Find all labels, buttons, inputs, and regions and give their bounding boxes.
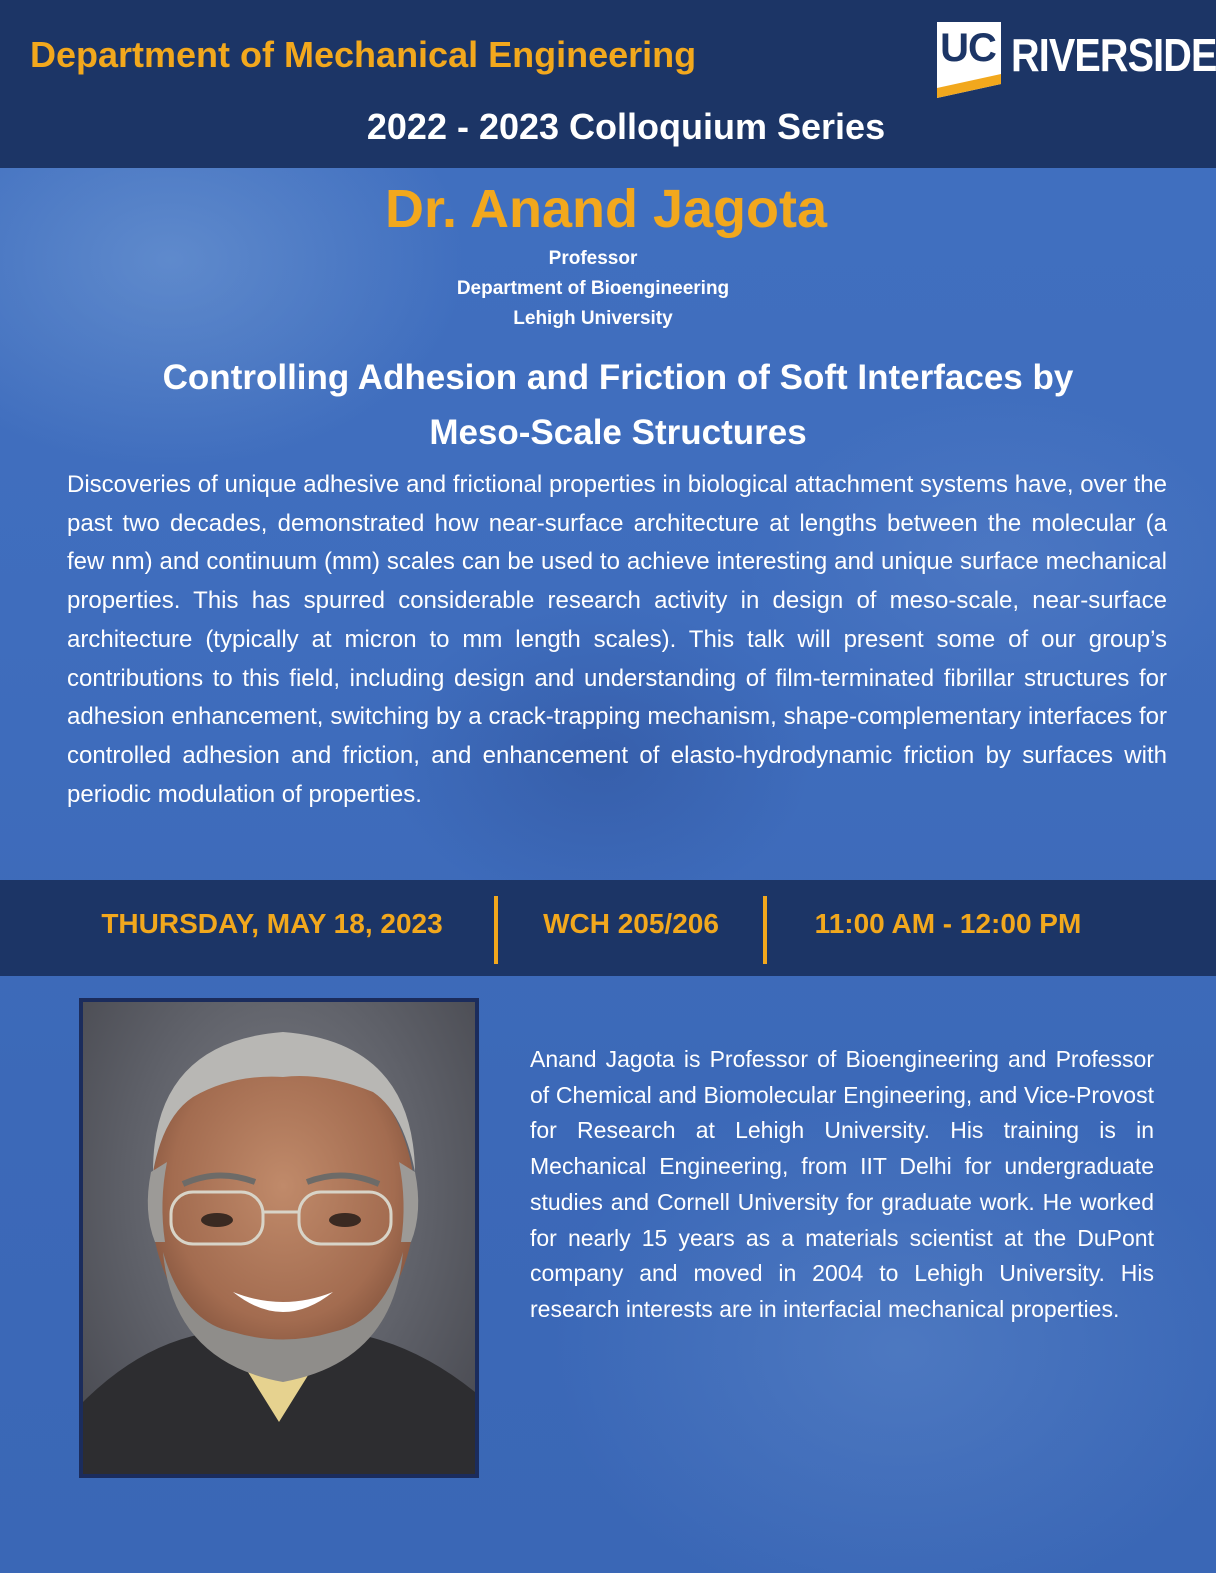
- department-name: Department of Mechanical Engineering: [30, 34, 697, 75]
- event-time: 11:00 AM - 12:00 PM: [814, 908, 1082, 939]
- event-divider: [494, 896, 498, 964]
- speaker-bio: Anand Jagota is Professor of Bioengineering and Professor of Chemical and Biomolecular Engineering, and Vice-Provost for Research at Lehigh University. His training is in Mechanical Engineering, from IIT Delhi for undergraduate studies and Cornell University for graduate work. He worked for nearly 15 years as a materials scientist at the DuPont company and moved in 2004 to Lehigh University. His research interests are in interfacial mechanical properties.: [530, 1046, 1154, 1322]
- speaker-department: Department of Bioengineering: [456, 278, 730, 299]
- talk-title-line-2: Meso-Scale Structures: [429, 413, 807, 452]
- speaker-institution: Lehigh University: [513, 308, 673, 329]
- series-title: 2022 - 2023 Colloquium Series: [366, 106, 886, 147]
- speaker-photo: [83, 1002, 475, 1474]
- ucr-logo: [937, 22, 1216, 100]
- speaker-portrait-icon: [83, 1002, 475, 1474]
- speaker-photo-frame: [79, 998, 479, 1478]
- speaker-title: Professor: [548, 248, 638, 269]
- talk-abstract: Discoveries of unique adhesive and frictional properties in biological attachment systems have, over the past two decades, demonstrated how near-surface architecture at lengths between the molecular (a few nm) and continuum (mm) scales can be used to achieve interesting and unique surface mechanical properties. This has spurred considerable research activity in design of meso-scale, near-surface architecture (typically at micron to mm length scales). This talk will present some of our group’s contributions to this field, including design and understanding of film-terminated fibrillar structures for adhesion enhancement, switching by a crack-trapping mechanism, shape-complementary interfaces for controlled adhesion and friction, and enhancement of elasto-hydrodynamic friction by surfaces with periodic modulation of properties.: [67, 471, 1167, 808]
- speaker-name: Dr. Anand Jagota: [384, 179, 828, 239]
- logo-uc-text: UC: [940, 26, 996, 70]
- event-divider: [763, 896, 767, 964]
- event-date: THURSDAY, MAY 18, 2023: [101, 908, 443, 939]
- uc-shield-icon: [937, 22, 1003, 98]
- logo-riverside-text: RIVERSIDE: [1011, 29, 1216, 81]
- event-location: WCH 205/206: [543, 908, 719, 939]
- header-band: [0, 0, 1216, 168]
- event-band: [0, 880, 1216, 976]
- talk-title: [60, 350, 1176, 460]
- talk-title-line-1: Controlling Adhesion and Friction of Soft Interfaces by: [162, 358, 1074, 397]
